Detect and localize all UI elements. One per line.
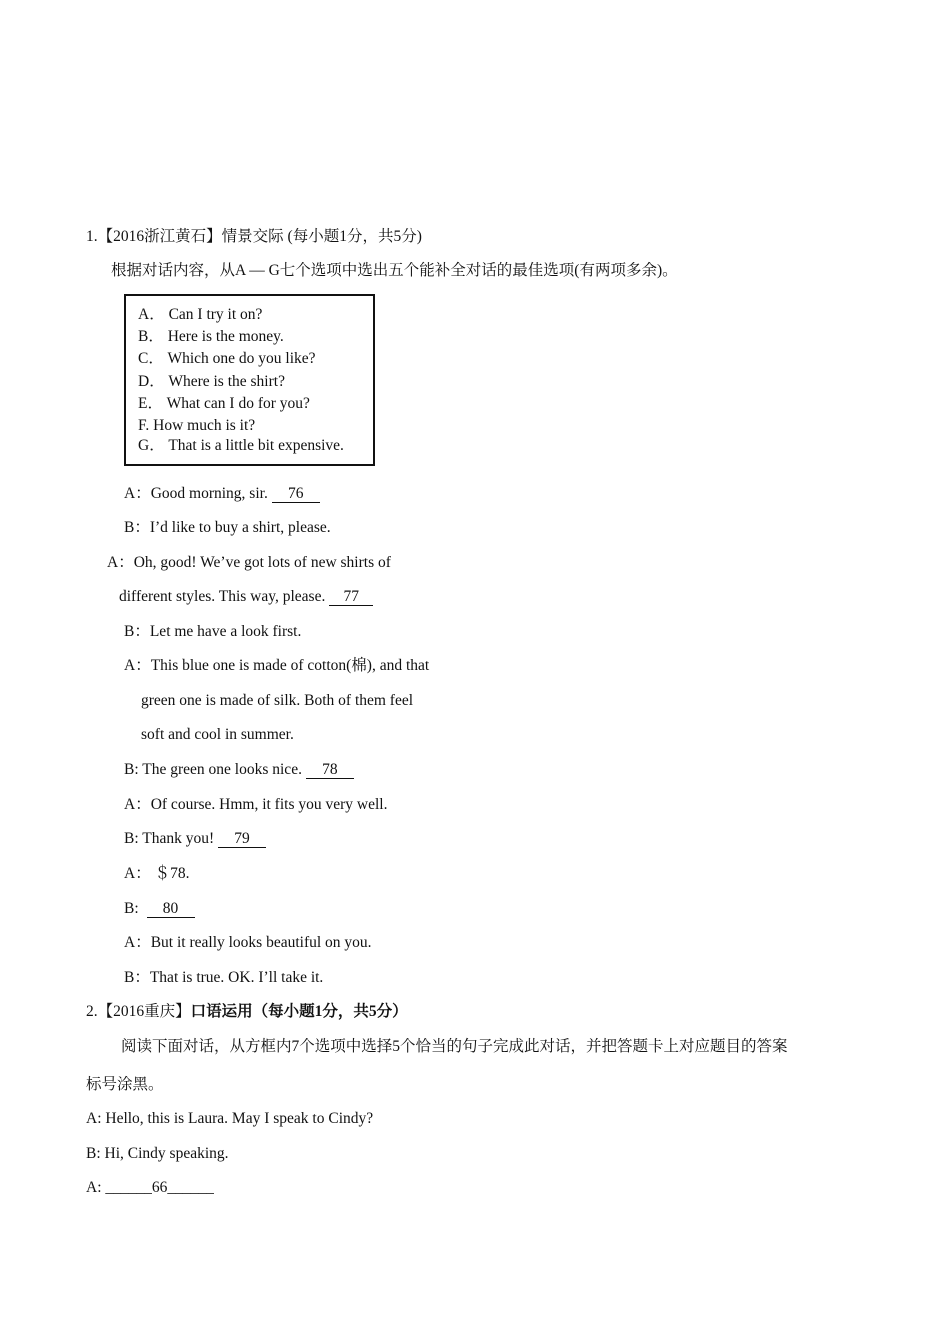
dialog-line: B: Hi, Cindy speaking. bbox=[86, 1145, 229, 1162]
option-a: A． Can I try it on? bbox=[138, 306, 263, 323]
dialog-line: A: Hello, this is Laura. May I speak to Cindy? bbox=[86, 1110, 374, 1127]
q1-number: 1. bbox=[86, 228, 98, 245]
q2-title: 口语运用 bbox=[190, 1003, 253, 1020]
answer-blank-80[interactable]: 80 bbox=[147, 900, 195, 918]
dialog-line: different styles. This way, please. 77 bbox=[119, 587, 373, 607]
q1-instruction: 根据对话内容，从A — G七个选项中选出五个能补全对话的最佳选项(有两项多余)。 bbox=[111, 262, 678, 279]
dialog-line: A： ＄78. bbox=[124, 865, 190, 882]
dialog-line: A：Oh, good! We’ve got lots of new shirts of bbox=[107, 554, 391, 571]
q1-title: 情景交际 bbox=[221, 228, 284, 245]
dialog-line: A：Good morning, sir. 76 bbox=[124, 484, 320, 504]
q2-instruction-cont: 标号涂黑。 bbox=[86, 1076, 164, 1093]
q2-number: 2. bbox=[86, 1003, 98, 1020]
answer-blank-66[interactable]: 66 bbox=[151, 1179, 168, 1196]
dialog-line: A：Of course. Hmm, it fits you very well. bbox=[124, 796, 388, 813]
option-e: E． What can I do for you? bbox=[138, 395, 310, 412]
q1-source: 【2016浙江黄石】 bbox=[97, 228, 222, 245]
answer-blank-79[interactable]: 79 bbox=[218, 830, 266, 848]
answer-blank-78[interactable]: 78 bbox=[306, 761, 354, 779]
dialog-line: A：This blue one is made of cotton(棉), and that bbox=[124, 657, 430, 674]
dialog-line: B：I’d like to buy a shirt, please. bbox=[124, 519, 331, 536]
dialog-line: B：Let me have a look first. bbox=[124, 623, 302, 640]
option-b: B． Here is the money. bbox=[138, 328, 284, 345]
q2-instruction: 阅读下面对话，从方框内7个选项中选择5个恰当的句子完成此对话，并把答题卡上对应题目的答案 bbox=[121, 1038, 788, 1055]
dialog-line: B：That is true. OK. I’ll take it. bbox=[124, 969, 324, 986]
option-c: C． Which one do you like? bbox=[138, 350, 316, 367]
dialog-line: A：But it really looks beautiful on you. bbox=[124, 934, 372, 951]
q2-header bbox=[86, 1002, 408, 1022]
dialog-line: green one is made of silk. Both of them feel bbox=[141, 692, 414, 709]
option-f: F. How much is it? bbox=[138, 417, 256, 434]
q2-score: （每小题1分，共5分） bbox=[252, 1003, 408, 1020]
option-d: D． Where is the shirt? bbox=[138, 373, 285, 390]
dialog-line: B: 80 bbox=[124, 899, 195, 919]
dialog-line: B: The green one looks nice. 78 bbox=[124, 760, 354, 780]
q2-source: 【2016重庆】 bbox=[97, 1003, 191, 1020]
dialog-line: B: Thank you! 79 bbox=[124, 829, 266, 849]
answer-blank-77[interactable]: 77 bbox=[329, 588, 373, 606]
dialog-line: soft and cool in summer. bbox=[141, 726, 294, 743]
answer-blank-76[interactable]: 76 bbox=[272, 485, 320, 503]
option-g: G． That is a little bit expensive. bbox=[138, 437, 344, 454]
dialog-line: A: ______66______ bbox=[86, 1179, 214, 1196]
q1-score: (每小题1分，共5分) bbox=[287, 228, 422, 245]
q1-header bbox=[86, 227, 422, 247]
options-box bbox=[124, 294, 375, 466]
